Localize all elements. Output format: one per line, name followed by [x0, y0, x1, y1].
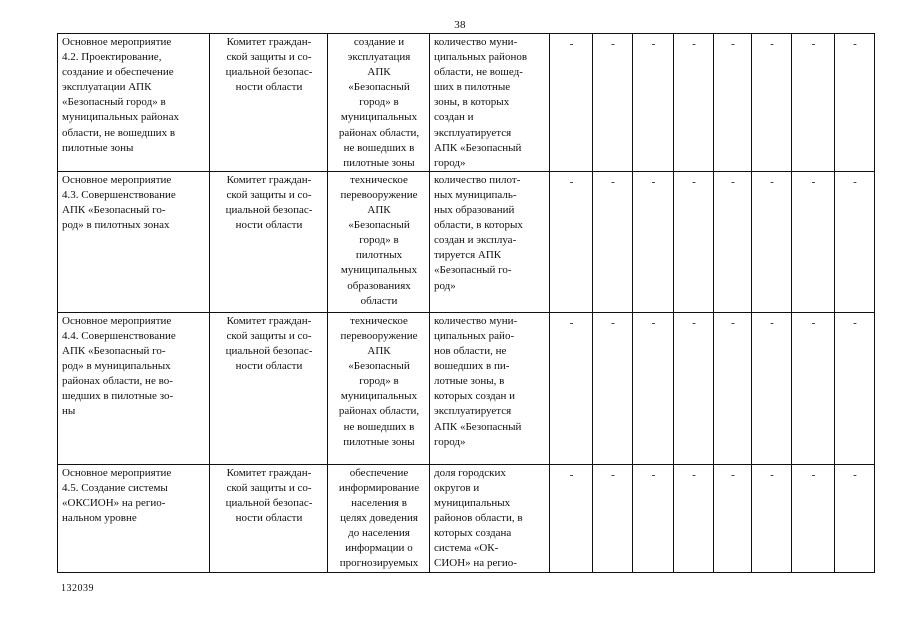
measure-cell	[58, 171, 210, 312]
result-cell	[328, 171, 430, 312]
value-cell	[593, 171, 633, 312]
value-cell	[633, 34, 674, 172]
dash-value: -	[692, 38, 696, 50]
cell-text-line: Комитет граждан-	[226, 36, 312, 48]
cell-text-line: информации о	[345, 542, 413, 555]
value-cell	[714, 312, 752, 464]
cell-text-line: АПК	[367, 345, 391, 358]
cell-text-line: образованиях	[347, 279, 411, 292]
cell-text-line: «Безопасный город» в	[62, 96, 166, 109]
cell-text-line: город» в	[359, 375, 399, 388]
cell-text-line: циальной безопас-	[225, 345, 313, 358]
measures-table	[57, 33, 875, 573]
executor-cell	[210, 34, 328, 172]
value-cell	[714, 464, 752, 572]
cell-text-line: эксплуатируется	[434, 126, 512, 139]
cell-text-line: муниципальных	[340, 390, 418, 403]
cell-text-line: ших в пилотные	[434, 81, 511, 94]
dash-value: -	[569, 316, 574, 329]
cell-text-line: доля городских	[434, 466, 506, 479]
cell-text-line: области, в которых	[434, 219, 523, 232]
cell-text-line: «Безопасный	[348, 219, 410, 232]
cell-text-line: АПК «Безопасный	[434, 420, 522, 433]
cell-text-line: род» в пилотных зонах	[62, 219, 170, 232]
cell-text-line: Основное мероприятие	[62, 314, 172, 327]
page-number: 38	[454, 19, 466, 31]
cell-text-line: 4.5. Создание системы	[62, 481, 168, 494]
cell-text-line: ской защиты и со-	[226, 51, 312, 64]
cell-text-line: ской защиты и со-	[226, 188, 312, 201]
cell-text-line: тируется АПК	[434, 249, 502, 262]
dash-value: -	[611, 175, 615, 188]
cell-text-line: до населения	[348, 527, 410, 540]
dash-value: -	[853, 38, 857, 50]
executor-cell	[210, 171, 328, 312]
cell-text-line: ности области	[235, 219, 303, 232]
table-row	[58, 464, 875, 572]
dash-value: -	[569, 38, 574, 50]
cell-text-line: эксплуатация	[347, 51, 411, 64]
cell-text-line: ципальных райо-	[434, 329, 515, 342]
cell-text-line: 4.3. Совершенствование	[62, 188, 176, 201]
value-cell	[835, 34, 875, 172]
dash-value: -	[611, 316, 615, 329]
dash-value: -	[651, 316, 656, 329]
cell-text-line: муниципальных	[340, 264, 418, 277]
cell-text-line: ской защиты и со-	[226, 481, 312, 494]
cell-text-line: вошедших в пи-	[434, 360, 510, 373]
cell-text-line: город» в	[359, 96, 399, 109]
cell-text-line: не вошедших в	[343, 420, 415, 433]
dash-value: -	[770, 468, 774, 481]
cell-text-line: населения в	[351, 497, 407, 510]
dash-value: -	[569, 468, 574, 481]
dash-value: -	[770, 175, 774, 188]
value-cell	[674, 34, 714, 172]
cell-text-line: циальной безопас-	[225, 497, 313, 510]
dash-value: -	[692, 175, 696, 188]
value-cell	[633, 312, 674, 464]
cell-text-line: создан и	[434, 111, 474, 124]
cell-text-line: количество пилот-	[434, 173, 521, 186]
dash-value: -	[611, 468, 615, 481]
cell-text-line: которых создана	[434, 527, 512, 540]
dash-value: -	[651, 38, 656, 50]
measure-cell	[58, 464, 210, 572]
cell-text-line: районах области, не во-	[62, 375, 173, 388]
dash-value: -	[692, 316, 696, 329]
dash-value: -	[770, 316, 774, 329]
cell-text-line: области	[360, 294, 398, 307]
cell-text-line: система «ОК-	[434, 542, 499, 555]
dash-value: -	[731, 175, 735, 188]
cell-text-line: которых создан и	[434, 390, 515, 403]
cell-text-line: техническое	[350, 314, 408, 327]
cell-text-line: районах области,	[338, 126, 420, 139]
cell-text-line: районах области,	[338, 405, 420, 418]
cell-text-line: перевооружение	[340, 329, 418, 342]
dash-value: -	[811, 316, 816, 329]
value-cell	[550, 464, 593, 572]
cell-text-line: «Безопасный	[348, 81, 410, 94]
value-cell	[593, 464, 633, 572]
cell-text-line: техническое	[350, 173, 408, 186]
measure-cell	[58, 312, 210, 464]
document-code: 132039	[61, 583, 94, 594]
value-cell	[593, 312, 633, 464]
cell-text-line: АПК «Безопасный го-	[62, 345, 166, 358]
dash-value: -	[811, 175, 816, 188]
cell-text-line: создание и обеспечение	[62, 66, 174, 79]
cell-text-line: эксплуатации АПК	[62, 81, 152, 94]
table-row	[58, 312, 875, 464]
cell-text-line: количество муни-	[434, 314, 518, 327]
cell-text-line: Основное мероприятие	[62, 36, 172, 48]
cell-text-line: ных муниципаль-	[434, 188, 517, 201]
cell-text-line: районов области, в	[434, 512, 523, 525]
value-cell	[674, 171, 714, 312]
cell-text-line: Основное мероприятие	[62, 466, 172, 479]
cell-text-line: циальной безопас-	[225, 204, 313, 217]
value-cell	[752, 171, 792, 312]
value-cell	[792, 464, 835, 572]
dash-value: -	[651, 175, 656, 188]
value-cell	[792, 312, 835, 464]
dash-value: -	[651, 468, 656, 481]
cell-text-line: обеспечение	[349, 466, 409, 479]
cell-text-line: пилотные зоны	[343, 435, 415, 448]
dash-value: -	[811, 38, 816, 50]
cell-text-line: пилотные зоны	[343, 156, 415, 169]
cell-text-line: Основное мероприятие	[62, 173, 172, 186]
cell-text-line: род»	[434, 279, 456, 292]
value-cell	[633, 464, 674, 572]
value-cell	[792, 171, 835, 312]
cell-text-line: «Безопасный го-	[434, 264, 512, 277]
indicator-cell	[430, 464, 550, 572]
cell-text-line: целях доведения	[340, 512, 418, 525]
cell-text-line: «ОКСИОН» на регио-	[62, 497, 166, 510]
cell-text-line: муниципальных	[434, 497, 511, 510]
cell-text-line: ных образований	[434, 204, 515, 217]
value-cell	[835, 171, 875, 312]
result-cell	[328, 464, 430, 572]
cell-text-line: прогнозируемых	[339, 557, 419, 570]
cell-text-line: АПК	[367, 66, 391, 79]
value-cell	[674, 312, 714, 464]
cell-text-line: области, не вошедших в	[62, 126, 176, 139]
dash-value: -	[692, 468, 696, 481]
cell-text-line: зоны, в которых	[434, 96, 510, 109]
cell-text-line: АПК	[367, 204, 391, 217]
value-cell	[752, 312, 792, 464]
dash-value: -	[811, 468, 816, 481]
indicator-cell	[430, 34, 550, 172]
dash-value: -	[853, 468, 857, 481]
cell-text-line: лотные зоны, в	[434, 375, 505, 388]
cell-text-line: ности области	[235, 512, 303, 525]
cell-text-line: ности области	[235, 81, 303, 94]
table-row	[58, 171, 875, 312]
cell-text-line: АПК «Безопасный	[434, 141, 522, 154]
measure-cell	[58, 34, 210, 172]
cell-text-line: 4.2. Проектирование,	[62, 51, 162, 64]
cell-text-line: ности области	[235, 360, 303, 373]
cell-text-line: циальной безопас-	[225, 66, 313, 79]
cell-text-line: Комитет граждан-	[226, 314, 312, 327]
value-cell	[792, 34, 835, 172]
dash-value: -	[853, 175, 857, 188]
cell-text-line: АПК «Безопасный го-	[62, 204, 166, 217]
cell-text-line: город» в	[359, 234, 399, 247]
cell-text-line: создан и эксплуа-	[434, 234, 517, 247]
value-cell	[674, 464, 714, 572]
value-cell	[633, 171, 674, 312]
indicator-cell	[430, 171, 550, 312]
cell-text-line: муниципальных районах	[62, 111, 179, 124]
cell-text-line: 4.4. Совершенствование	[62, 329, 176, 342]
value-cell	[714, 34, 752, 172]
cell-text-line: перевооружение	[340, 188, 418, 201]
value-cell	[752, 34, 792, 172]
value-cell	[835, 464, 875, 572]
dash-value: -	[731, 468, 735, 481]
executor-cell	[210, 464, 328, 572]
cell-text-line: Комитет граждан-	[226, 466, 312, 479]
dash-value: -	[853, 316, 857, 329]
cell-text-line: город»	[434, 156, 466, 169]
cell-text-line: пилотные зоны	[62, 141, 134, 154]
dash-value: -	[611, 38, 615, 50]
executor-cell	[210, 312, 328, 464]
table-row	[58, 34, 875, 172]
cell-text-line: СИОН» на регио-	[434, 557, 517, 570]
cell-text-line: количество муни-	[434, 36, 518, 48]
cell-text-line: муниципальных	[340, 111, 418, 124]
result-cell	[328, 312, 430, 464]
cell-text-line: город»	[434, 435, 466, 448]
cell-text-line: создание и	[353, 36, 405, 48]
cell-text-line: род» в муниципальных	[62, 360, 171, 373]
cell-text-line: пилотных	[355, 249, 403, 262]
cell-text-line: шедших в пилотные зо-	[62, 390, 174, 403]
cell-text-line: области, не вошед-	[434, 66, 523, 79]
dash-value: -	[770, 38, 774, 50]
value-cell	[752, 464, 792, 572]
dash-value: -	[731, 316, 735, 329]
cell-text-line: ны	[62, 405, 76, 418]
cell-text-line: ципальных районов	[434, 51, 528, 64]
cell-text-line: эксплуатируется	[434, 405, 512, 418]
value-cell	[550, 171, 593, 312]
cell-text-line: Комитет граждан-	[226, 173, 312, 186]
indicator-cell	[430, 312, 550, 464]
cell-text-line: нов области, не	[434, 345, 507, 358]
value-cell	[714, 171, 752, 312]
value-cell	[550, 312, 593, 464]
cell-text-line: не вошедших в	[343, 141, 415, 154]
value-cell	[550, 34, 593, 172]
dash-value: -	[569, 175, 574, 188]
result-cell	[328, 34, 430, 172]
cell-text-line: нальном уровне	[62, 512, 137, 525]
value-cell	[835, 312, 875, 464]
cell-text-line: информирование	[338, 481, 420, 494]
cell-text-line: округов и	[434, 481, 480, 494]
cell-text-line: ской защиты и со-	[226, 329, 312, 342]
value-cell	[593, 34, 633, 172]
dash-value: -	[731, 38, 735, 50]
cell-text-line: «Безопасный	[348, 360, 410, 373]
